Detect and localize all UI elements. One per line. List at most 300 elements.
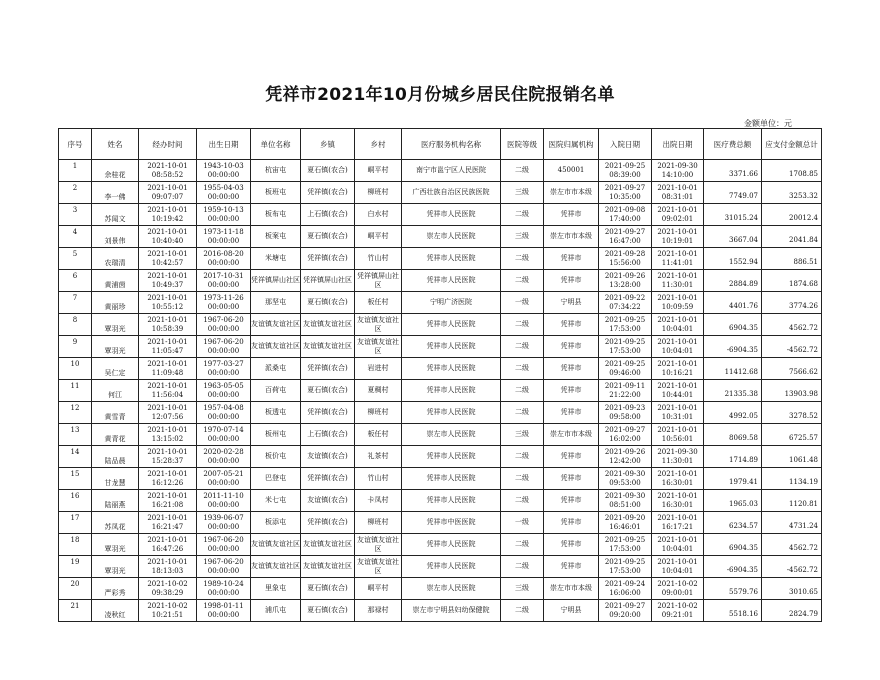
reimbursement-table: [58, 128, 822, 622]
hospital-level: 二级: [501, 248, 544, 270]
hospital-org: 450001: [544, 160, 599, 182]
handle-time: [139, 358, 197, 380]
row-number: 11: [59, 380, 92, 402]
hospital-name: 崇左市人民医院: [402, 226, 501, 248]
discharge-date-part: 10:04:01: [661, 346, 694, 355]
handle-time-part: 15:28:37: [151, 456, 184, 465]
admit-date-part: 07:34:22: [609, 302, 641, 311]
page-title: 凭祥市2021年10月份城乡居民住院报销名单: [265, 85, 615, 105]
hospital-level: 二级: [501, 358, 544, 380]
amount-unit-label: 金额单位：元: [744, 119, 792, 128]
medical-total: 4992.05: [704, 402, 762, 424]
admit-date-part: 08:51:00: [609, 500, 641, 509]
hospital-org: 崇左市市本级: [544, 424, 599, 446]
discharge-date: [652, 226, 704, 248]
table-header-row: [59, 129, 822, 160]
unit-name: 板透屯: [251, 402, 301, 424]
patient-name: 黄丽珍: [92, 292, 139, 314]
birth-date: [197, 424, 251, 446]
discharge-date-part: 10:44:01: [661, 390, 694, 399]
col-header: 医疗费总额: [704, 129, 762, 160]
payable-total: 3774.26: [762, 292, 822, 314]
hospital-level: 一级: [501, 512, 544, 534]
table-row: [59, 512, 822, 534]
admit-date-part: 17:53:00: [609, 566, 641, 575]
admit-date-part: 17:53:00: [609, 324, 641, 333]
birth-date-part: 00:00:00: [207, 588, 240, 597]
hospital-name: 凭祥市人民医院: [402, 380, 501, 402]
patient-name: 严彩秀: [92, 578, 139, 600]
discharge-date-part: 2021-10-01: [657, 469, 698, 478]
discharge-date-part: 2021-10-01: [657, 403, 698, 412]
village-name: 友谊镇友谊社区: [355, 534, 402, 556]
discharge-date-part: 2021-10-01: [657, 271, 698, 280]
birth-date: [197, 226, 251, 248]
discharge-date: [652, 446, 704, 468]
birth-date-part: 00:00:00: [207, 566, 240, 575]
patient-name: 苏凤花: [92, 512, 139, 534]
town-name: 友谊镇友谊社区: [301, 336, 355, 358]
patient-name: 吴仁定: [92, 358, 139, 380]
admit-date: [599, 182, 652, 204]
discharge-date-part: 2021-10-01: [657, 359, 698, 368]
birth-date-part: 1967-06-20: [203, 535, 244, 544]
medical-total: 11412.68: [704, 358, 762, 380]
birth-date-part: 00:00:00: [207, 456, 240, 465]
admit-date-part: 2021-09-27: [604, 425, 646, 434]
hospital-level: 二级: [501, 490, 544, 512]
table-row: [59, 182, 822, 204]
admit-date: [599, 292, 652, 314]
admit-date-part: 13:28:00: [609, 280, 641, 289]
handle-time-part: 2021-10-01: [147, 227, 188, 236]
birth-date: [197, 534, 251, 556]
hospital-level: 二级: [501, 446, 544, 468]
handle-time-part: 11:09:48: [151, 368, 184, 377]
handle-time-part: 2021-10-01: [147, 447, 188, 456]
hospital-org: 凭祥市: [544, 490, 599, 512]
birth-date: [197, 314, 251, 336]
discharge-date-part: 08:31:01: [661, 192, 694, 201]
medical-total: 2884.89: [704, 270, 762, 292]
payable-total: 4562.72: [762, 534, 822, 556]
admit-date-part: 10:35:00: [609, 192, 641, 201]
discharge-date-part: 2021-10-01: [657, 425, 698, 434]
admit-date: [599, 248, 652, 270]
unit-name: 板添屯: [251, 512, 301, 534]
table-row: [59, 578, 822, 600]
town-name: 上石镇(农合): [301, 204, 355, 226]
row-number: 19: [59, 556, 92, 578]
unit-name: 板价屯: [251, 446, 301, 468]
birth-date-part: 1967-06-20: [203, 337, 244, 346]
birth-date-part: 00:00:00: [207, 280, 240, 289]
discharge-date: [652, 204, 704, 226]
hospital-name: 崇左市人民医院: [402, 424, 501, 446]
discharge-date-part: 09:00:01: [661, 588, 694, 597]
discharge-date: [652, 556, 704, 578]
village-name: 友谊镇友谊社区: [355, 314, 402, 336]
handle-time: [139, 446, 197, 468]
table-row: [59, 336, 822, 358]
admit-date-part: 2021-09-26: [604, 271, 646, 280]
town-name: 凭祥镇(农合): [301, 248, 355, 270]
discharge-date: [652, 600, 704, 622]
birth-date: [197, 380, 251, 402]
discharge-date-part: 2021-10-01: [657, 381, 698, 390]
hospital-name: 凭祥市人民医院: [402, 336, 501, 358]
row-number: 5: [59, 248, 92, 270]
handle-time: [139, 204, 197, 226]
discharge-date: [652, 534, 704, 556]
table-row: [59, 292, 822, 314]
table-row: [59, 270, 822, 292]
medical-total: 1965.03: [704, 490, 762, 512]
row-number: 13: [59, 424, 92, 446]
birth-date-part: 00:00:00: [207, 412, 240, 421]
handle-time: [139, 468, 197, 490]
birth-date-part: 1967-06-20: [203, 557, 244, 566]
patient-name: 苏闻文: [92, 204, 139, 226]
village-name: 卡凤村: [355, 490, 402, 512]
discharge-date: [652, 292, 704, 314]
handle-time-part: 18:13:03: [151, 566, 184, 575]
village-name: 夏稠村: [355, 380, 402, 402]
handle-time: [139, 534, 197, 556]
admit-date-part: 16:02:00: [609, 434, 641, 443]
admit-date: [599, 468, 652, 490]
discharge-date: [652, 160, 704, 182]
discharge-date-part: 2021-10-02: [657, 579, 698, 588]
admit-date-part: 2021-09-30: [604, 469, 646, 478]
birth-date-part: 00:00:00: [207, 544, 240, 553]
handle-time-part: 2021-10-02: [147, 579, 188, 588]
village-name: 礼茶村: [355, 446, 402, 468]
hospital-org: 凭祥市: [544, 270, 599, 292]
payable-total: 3010.65: [762, 578, 822, 600]
birth-date-part: 00:00:00: [207, 434, 240, 443]
patient-name: 陆丽燕: [92, 490, 139, 512]
birth-date-part: 00:00:00: [207, 346, 240, 355]
handle-time: [139, 336, 197, 358]
handle-time-part: 11:05:47: [151, 346, 184, 355]
payable-total: 1708.85: [762, 160, 822, 182]
handle-time-part: 2021-10-01: [147, 403, 188, 412]
town-name: 夏石镇(农合): [301, 226, 355, 248]
discharge-date-part: 10:31:01: [661, 412, 694, 421]
handle-time: [139, 270, 197, 292]
col-header: 乡镇: [301, 129, 355, 160]
row-number: 3: [59, 204, 92, 226]
hospital-name: 凭祥市人民医院: [402, 358, 501, 380]
handle-time: [139, 292, 197, 314]
admit-date-part: 17:53:00: [609, 544, 641, 553]
village-name: 那禄村: [355, 600, 402, 622]
village-name: 白水村: [355, 204, 402, 226]
birth-date: [197, 402, 251, 424]
birth-date-part: 1939-06-07: [203, 513, 244, 522]
birth-date-part: 1963-05-05: [203, 381, 244, 390]
patient-name: 覃羽光: [92, 556, 139, 578]
discharge-date-part: 2021-09-30: [657, 161, 698, 170]
row-number: 12: [59, 402, 92, 424]
medical-total: 7749.07: [704, 182, 762, 204]
discharge-date: [652, 248, 704, 270]
medical-total: 4401.76: [704, 292, 762, 314]
birth-date: [197, 578, 251, 600]
handle-time: [139, 160, 197, 182]
birth-date: [197, 182, 251, 204]
admit-date: [599, 424, 652, 446]
handle-time-part: 2021-10-01: [147, 271, 188, 280]
handle-time: [139, 248, 197, 270]
handle-time-part: 2021-10-01: [147, 425, 188, 434]
unit-name: 浦爪屯: [251, 600, 301, 622]
town-name: 友谊镇友谊社区: [301, 556, 355, 578]
hospital-level: 三级: [501, 424, 544, 446]
hospital-org: 凭祥市: [544, 248, 599, 270]
hospital-name: 广西壮族自治区民族医院: [402, 182, 501, 204]
village-name: 板任村: [355, 424, 402, 446]
admit-date-part: 2021-09-27: [604, 227, 646, 236]
hospital-org: 崇左市市本级: [544, 226, 599, 248]
admit-date-part: 08:39:00: [609, 170, 641, 179]
birth-date-part: 1973-11-18: [203, 227, 244, 236]
admit-date-part: 2021-09-25: [604, 337, 646, 346]
admit-date-part: 2021-09-27: [604, 601, 646, 610]
town-name: 友谊镇(农合): [301, 446, 355, 468]
handle-time-part: 16:47:26: [151, 544, 184, 553]
row-number: 7: [59, 292, 92, 314]
admit-date-part: 2021-09-08: [604, 205, 646, 214]
birth-date: [197, 336, 251, 358]
birth-date: [197, 600, 251, 622]
discharge-date-part: 2021-10-01: [657, 491, 698, 500]
handle-time-part: 10:19:42: [151, 214, 184, 223]
handle-time-part: 10:49:37: [151, 280, 184, 289]
village-name: 岩进村: [355, 358, 402, 380]
town-name: 凭祥镇(农合): [301, 182, 355, 204]
birth-date-part: 00:00:00: [207, 610, 240, 619]
unit-name: 百荷屯: [251, 380, 301, 402]
handle-time-part: 10:40:40: [151, 236, 184, 245]
hospital-name: 崇左市人民医院: [402, 578, 501, 600]
hospital-org: 凭祥市: [544, 314, 599, 336]
handle-time-part: 2021-10-01: [147, 535, 188, 544]
hospital-org: 凭祥市: [544, 512, 599, 534]
col-header: 应支付金额总计: [762, 129, 822, 160]
patient-name: 农瑞清: [92, 248, 139, 270]
payable-total: 4562.72: [762, 314, 822, 336]
unit-name: 凭祥镇屏山社区: [251, 270, 301, 292]
village-name: 柳班村: [355, 402, 402, 424]
birth-date-part: 00:00:00: [207, 324, 240, 333]
medical-total: 5518.16: [704, 600, 762, 622]
hospital-level: 二级: [501, 556, 544, 578]
admit-date-part: 2021-09-30: [604, 491, 646, 500]
hospital-level: 二级: [501, 160, 544, 182]
hospital-level: 二级: [501, 534, 544, 556]
hospital-org: 凭祥市: [544, 336, 599, 358]
birth-date: [197, 248, 251, 270]
medical-total: 6234.57: [704, 512, 762, 534]
handle-time-part: 16:21:47: [151, 522, 184, 531]
medical-total: -6904.35: [704, 556, 762, 578]
row-number: 18: [59, 534, 92, 556]
handle-time-part: 10:55:12: [151, 302, 184, 311]
patient-name: 黄雪青: [92, 402, 139, 424]
handle-time: [139, 512, 197, 534]
col-header: 序号: [59, 129, 92, 160]
medical-total: 3667.04: [704, 226, 762, 248]
birth-date-part: 00:00:00: [207, 302, 240, 311]
table-row: [59, 600, 822, 622]
discharge-date-part: 16:17:21: [661, 522, 694, 531]
unit-name: 友谊镇友谊社区: [251, 534, 301, 556]
admit-date: [599, 336, 652, 358]
birth-date-part: 1955-04-03: [203, 183, 244, 192]
hospital-level: 二级: [501, 314, 544, 336]
birth-date: [197, 468, 251, 490]
handle-time-part: 13:15:02: [151, 434, 184, 443]
birth-date: [197, 512, 251, 534]
birth-date-part: 1989-10-24: [203, 579, 244, 588]
medical-total: 6904.35: [704, 314, 762, 336]
town-name: 上石镇(农合): [301, 424, 355, 446]
discharge-date: [652, 490, 704, 512]
handle-time-part: 10:42:57: [151, 258, 184, 267]
payable-total: 7566.62: [762, 358, 822, 380]
birth-date-part: 00:00:00: [207, 368, 240, 377]
handle-time-part: 10:21:51: [151, 610, 184, 619]
discharge-date-part: 2021-10-01: [657, 205, 698, 214]
admit-date-part: 2021-09-23: [604, 403, 646, 412]
hospital-org: 凭祥市: [544, 468, 599, 490]
col-header: 乡村: [355, 129, 402, 160]
table-row: [59, 556, 822, 578]
handle-time-part: 2021-10-01: [147, 513, 188, 522]
birth-date: [197, 490, 251, 512]
town-name: 夏石镇(农合): [301, 600, 355, 622]
table-row: [59, 204, 822, 226]
hospital-name: 凭祥市人民医院: [402, 490, 501, 512]
handle-time-part: 2021-10-01: [147, 315, 188, 324]
admit-date-part: 2021-09-25: [604, 315, 646, 324]
birth-date-part: 00:00:00: [207, 258, 240, 267]
birth-date-part: 00:00:00: [207, 214, 240, 223]
payable-total: 4731.24: [762, 512, 822, 534]
handle-time: [139, 380, 197, 402]
hospital-level: 二级: [501, 204, 544, 226]
table-row: [59, 314, 822, 336]
hospital-name: 凭祥市人民医院: [402, 314, 501, 336]
village-name: 竹山村: [355, 468, 402, 490]
discharge-date-part: 16:30:01: [661, 478, 694, 487]
payable-total: 1134.19: [762, 468, 822, 490]
unit-name: 巴登屯: [251, 468, 301, 490]
handle-time-part: 11:56:04: [151, 390, 184, 399]
admit-date-part: 17:53:00: [609, 346, 641, 355]
birth-date-part: 00:00:00: [207, 500, 240, 509]
unit-name: 板班屯: [251, 182, 301, 204]
town-name: 夏石镇(农合): [301, 380, 355, 402]
col-header: 姓名: [92, 129, 139, 160]
table-row: [59, 402, 822, 424]
hospital-org: 崇左市市本级: [544, 578, 599, 600]
handle-time-part: 16:12:26: [151, 478, 184, 487]
hospital-org: 凭祥市: [544, 556, 599, 578]
row-number: 16: [59, 490, 92, 512]
patient-name: 覃羽光: [92, 336, 139, 358]
village-name: 峒平村: [355, 160, 402, 182]
col-header: 经办时间: [139, 129, 197, 160]
hospital-name: 凭祥市中医医院: [402, 512, 501, 534]
col-header: 医院归属机构: [544, 129, 599, 160]
discharge-date-part: 10:56:01: [661, 434, 694, 443]
medical-total: 8069.58: [704, 424, 762, 446]
hospital-org: 宁明县: [544, 292, 599, 314]
handle-time: [139, 578, 197, 600]
hospital-level: 二级: [501, 270, 544, 292]
discharge-date-part: 14:10:00: [661, 170, 694, 179]
hospital-org: 凭祥市: [544, 534, 599, 556]
admit-date-part: 2021-09-24: [604, 579, 646, 588]
col-header: 出生日期: [197, 129, 251, 160]
hospital-name: 凭祥市人民医院: [402, 534, 501, 556]
row-number: 21: [59, 600, 92, 622]
admit-date: [599, 314, 652, 336]
discharge-date: [652, 314, 704, 336]
row-number: 17: [59, 512, 92, 534]
hospital-name: 凭祥市人民医院: [402, 248, 501, 270]
village-name: 柳班村: [355, 182, 402, 204]
discharge-date-part: 2021-10-01: [657, 513, 698, 522]
admit-date-part: 21:22:00: [609, 390, 641, 399]
village-name: 友谊镇友谊社区: [355, 556, 402, 578]
patient-name: 黄青花: [92, 424, 139, 446]
handle-time: [139, 600, 197, 622]
admit-date: [599, 160, 652, 182]
birth-date-part: 00:00:00: [207, 522, 240, 531]
discharge-date-part: 2021-10-01: [657, 293, 698, 302]
payable-total: 13903.98: [762, 380, 822, 402]
patient-name: 何江: [92, 380, 139, 402]
hospital-level: 二级: [501, 402, 544, 424]
hospital-level: 一级: [501, 292, 544, 314]
admit-date-part: 2021-09-28: [604, 249, 646, 258]
birth-date: [197, 446, 251, 468]
discharge-date: [652, 336, 704, 358]
discharge-date: [652, 578, 704, 600]
hospital-name: 凭祥市人民医院: [402, 468, 501, 490]
medical-total: -6904.35: [704, 336, 762, 358]
unit-name: 板案屯: [251, 226, 301, 248]
hospital-level: 二级: [501, 468, 544, 490]
hospital-name: 凭祥市人民医院: [402, 270, 501, 292]
col-header: 单位名称: [251, 129, 301, 160]
town-name: 凭祥镇(农合): [301, 468, 355, 490]
admit-date: [599, 534, 652, 556]
discharge-date-part: 2021-10-02: [657, 601, 698, 610]
handle-time: [139, 556, 197, 578]
admit-date-part: 16:46:01: [609, 522, 641, 531]
town-name: 夏石镇(农合): [301, 292, 355, 314]
discharge-date-part: 10:04:01: [661, 566, 694, 575]
row-number: 15: [59, 468, 92, 490]
birth-date: [197, 204, 251, 226]
patient-name: 甘龙慧: [92, 468, 139, 490]
patient-name: 覃羽光: [92, 314, 139, 336]
